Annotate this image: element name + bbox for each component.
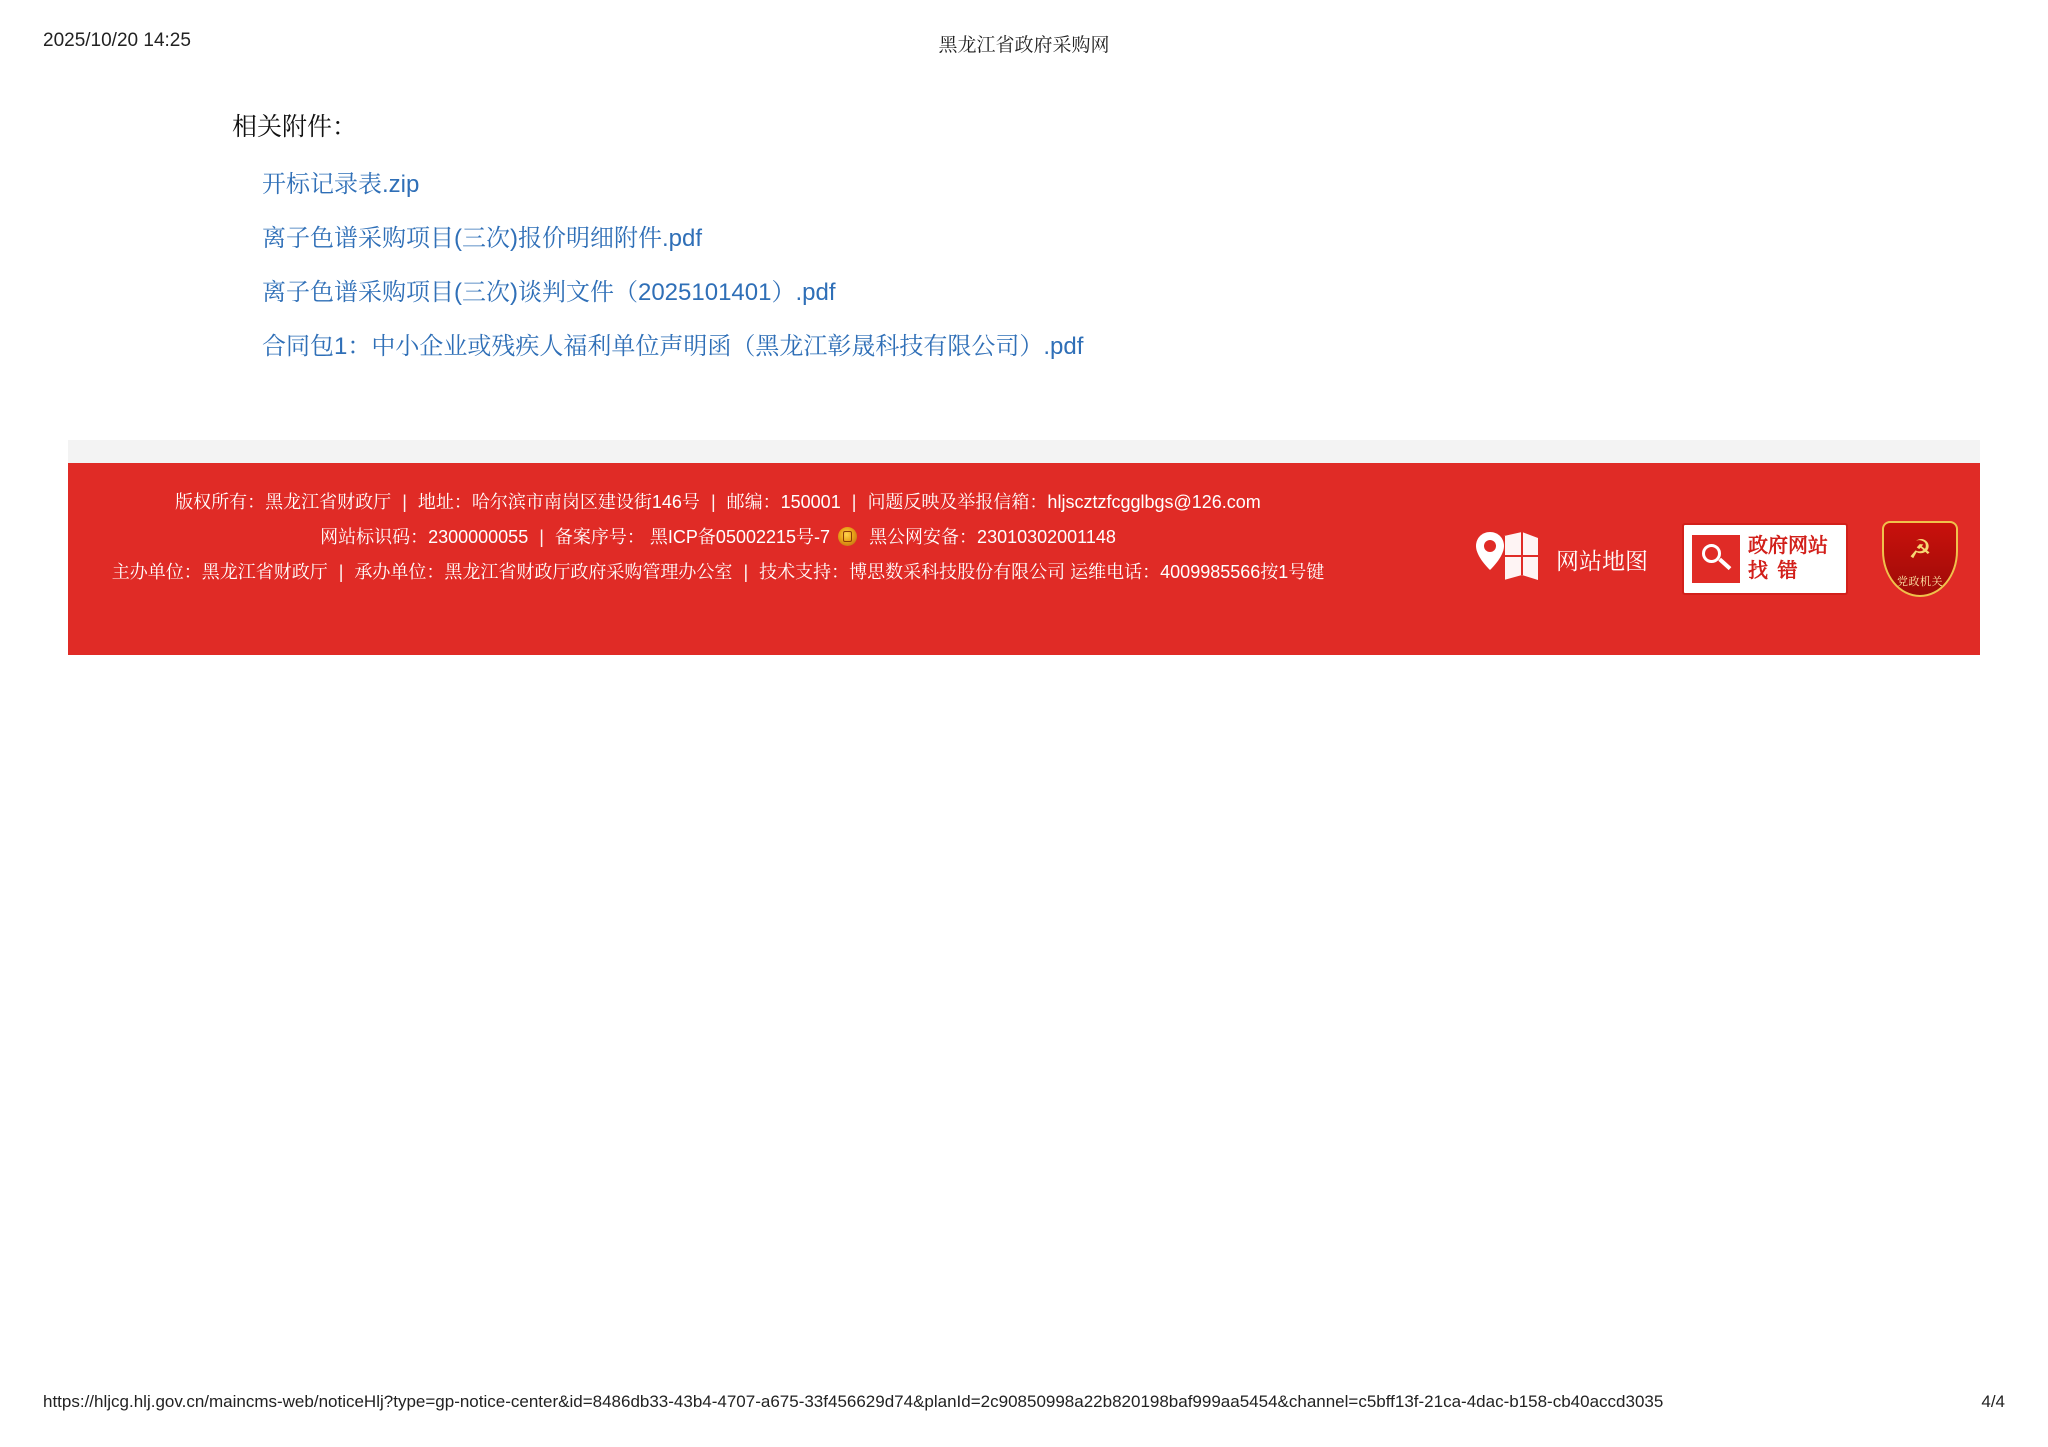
party-badge-label: 党政机关 xyxy=(1897,576,1943,588)
footer-icp[interactable]: 备案序号： 黑ICP备05002215号-7 xyxy=(554,527,831,548)
attachments-heading: 相关附件： xyxy=(232,113,358,141)
attachment-link-2[interactable]: 离子色谱采购项目(三次)报价明细附件.pdf xyxy=(262,225,703,252)
print-page-number: 4/4 xyxy=(1981,1392,2005,1411)
attachment-link-3[interactable]: 离子色谱采购项目(三次)谈判文件（2025101401）.pdf xyxy=(262,279,836,306)
footer-separator: | xyxy=(851,492,857,512)
print-timestamp: 2025/10/20 14:25 xyxy=(43,30,191,51)
gov-badge-line1: 政府网站 xyxy=(1748,535,1828,557)
site-footer xyxy=(68,463,1980,655)
footer-separator: | xyxy=(402,492,407,512)
footer-copyright: 版权所有：黑龙江省财政厅 xyxy=(175,492,392,512)
list-item xyxy=(262,221,2048,257)
footer-separator: | xyxy=(743,562,749,583)
attachment-link-1[interactable]: 开标记录表.zip xyxy=(262,171,420,198)
footer-separator: | xyxy=(710,492,716,512)
print-footer xyxy=(0,1392,2048,1414)
print-header xyxy=(0,30,2048,54)
gov-badge-line2: 找 错 xyxy=(1748,560,1800,582)
footer-host-unit: 主办单位：黑龙江省财政厅 xyxy=(111,562,328,583)
police-badge-icon xyxy=(838,527,857,546)
footer-tech-support: 技术支持：博思数采科技股份有限公司 xyxy=(759,562,1066,583)
footer-postcode: 邮编：150001 xyxy=(726,492,841,512)
magnifier-icon xyxy=(1692,535,1740,583)
gov-website-error-report-badge[interactable] xyxy=(1682,523,1848,595)
footer-line-2 xyxy=(68,520,1368,555)
footer-text-block xyxy=(68,485,1368,590)
footer-separator: | xyxy=(539,527,544,548)
footer-service-phone: 运维电话：4009985566按1号键 xyxy=(1070,562,1325,583)
footer-line-1 xyxy=(68,485,1368,520)
footer-line-3 xyxy=(68,555,1368,590)
footer-organizer: 承办单位：黑龙江省财政厅政府采购管理办公室 xyxy=(354,562,733,583)
footer-site-id: 网站标识码：2300000055 xyxy=(320,527,529,548)
footer-feedback-mail[interactable]: 问题反映及举报信箱：hljscztzfcgglbgs@126.com xyxy=(867,492,1261,512)
print-url: https://hljcg.hlj.gov.cn/maincms-web/noticeHlj?type=gp-notice-center&id=8486db33-43b4-4707-a675-33f456629d74&planId=2c90850998a22b820198baf999aa5454&channel=c5bff13f-21ca-4dac-b158-cb40accd3035 xyxy=(43,1392,1664,1411)
list-item xyxy=(262,329,2048,365)
attachments-list xyxy=(0,167,2048,365)
footer-police-record[interactable]: 黑公网安备：23010302001148 xyxy=(869,527,1116,548)
gov-badge-text xyxy=(1748,534,1828,584)
hammer-sickle-icon: ☭ xyxy=(1908,535,1932,565)
print-site-title: 黑龙江省政府采购网 xyxy=(938,35,1110,56)
party-government-badge[interactable] xyxy=(1882,521,1958,597)
footer-widgets xyxy=(1474,463,1958,655)
sitemap-link[interactable] xyxy=(1474,530,1648,588)
main-content xyxy=(0,110,2048,383)
attachment-link-4[interactable]: 合同包1：中小企业或残疾人福利单位声明函（黑龙江彰晟科技有限公司）.pdf xyxy=(262,333,1084,360)
list-item xyxy=(262,167,2048,203)
map-icon xyxy=(1474,530,1542,588)
content-divider xyxy=(68,440,1980,463)
sitemap-label: 网站地图 xyxy=(1556,547,1648,574)
list-item xyxy=(262,275,2048,311)
footer-address: 地址：哈尔滨市南岗区建设街146号 xyxy=(417,492,700,512)
footer-separator: | xyxy=(338,562,344,583)
